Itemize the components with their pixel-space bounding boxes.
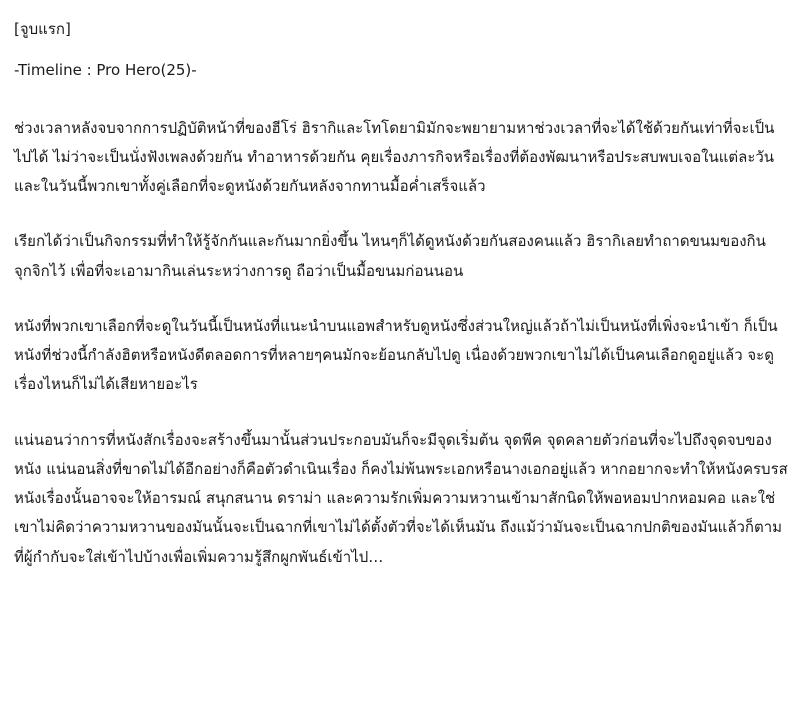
spacer-after-header [14,86,788,114]
timeline-label: -Timeline : Pro Hero(25)- [14,60,197,79]
title-bracket: [จูบแรก] [14,20,71,38]
spacer-1 [14,201,788,227]
paragraph-1: ช่วงเวลาหลังจบจากการปฏิบัติหน้าที่ของฮีโร่ ฮิรากิและโทโดยามิมักจะพยายามหาช่วงเวลาที่จะได้ใช้ด้วยกันเท่าที่จะเป็นไปได้ ไม่ว่าจะเป็นนั่งฟังเพลงด้วยกัน ทำอาหารด้วยกัน คุยเรื่องภารกิจหรือเรื่องที่ต้องพัฒนาหรือประสบพบเจอในแต่ละวัน และในวันนี้พวกเขาทั้งคู่เลือกที่จะดูหนังด้วยกันหลังจากทานมื้อค่ำเสร็จแล้ว [14,118,775,195]
paragraph-2: เรียกได้ว่าเป็นกิจกรรมที่ทำให้รู้จักกันและกันมากยิ่งขึ้น ไหนๆก็ได้ดูหนังด้วยกันสองคนแล้ว ฮิรากิเลยทำถาดขนมของกินจุกจิกไว้ เพื่อที่จะเอามากินเล่นระหว่างการดู ถือว่าเป็นมื้อขนมก่อนนอน [14,232,766,280]
spacer-2 [14,286,788,312]
paragraph-3: หนังที่พวกเขาเลือกที่จะดูในวันนี้เป็นหนังที่แนะนำบนแอพสำหรับดูหนังซึ่งส่วนใหญ่แล้วถ้าไม่เป็นหนังที่เพิ่งจะนำเข้า ก็เป็นหนังที่ช่วงนี้กำลังฮิตหรือหนังดีตลอดการที่หลายๆคนมักจะย้อนกลับไปดู เนื่องด้วยพวกเขาไม่ได้เป็นคนเลือกดูอยู่แล้ว จะดูเรื่องไหนก็ไม่ได้เสียหายอะไร [14,316,778,394]
document-body [14,14,788,572]
paragraph-4: แน่นอนว่าการที่หนังสักเรื่องจะสร้างขึ้นมานั้นส่วนประกอบมันก็จะมีจุดเริ่มต้น จุดพีค จุดคลายตัวก่อนที่จะไปถึงจุดจบของหนัง แน่นอนสิ่งที่ขาดไม่ได้อีกอย่างก็คือตัวดำเนินเรื่อง ก็คงไม่พ้นพระเอกหรือนางเอกอยู่แล้ว หากอยากจะทำให้หนังครบรส หนังเรื่องนั้นอาจจะให้อารมณ์ สนุกสนาน ดราม่า และความรักเพิ่มความหวานเข้ามาสักนิดให้พอหอมปากหอมคอ และใช่ เขาไม่คิดว่าความหวานของมันนั้นจะเป็นฉากที่เขาไม่ได้ตั้งตัวที่จะได้เห็นมัน ถึงแม้ว่ามันจะเป็นฉากปกติของมันแล้วก็ตามที่ผู้กำกับจะใส่เข้าไปบ้างเพื่อเพิ่มความรู้สึกผูกพันธ์เข้าไป… [14,430,788,566]
spacer-3 [14,400,788,426]
